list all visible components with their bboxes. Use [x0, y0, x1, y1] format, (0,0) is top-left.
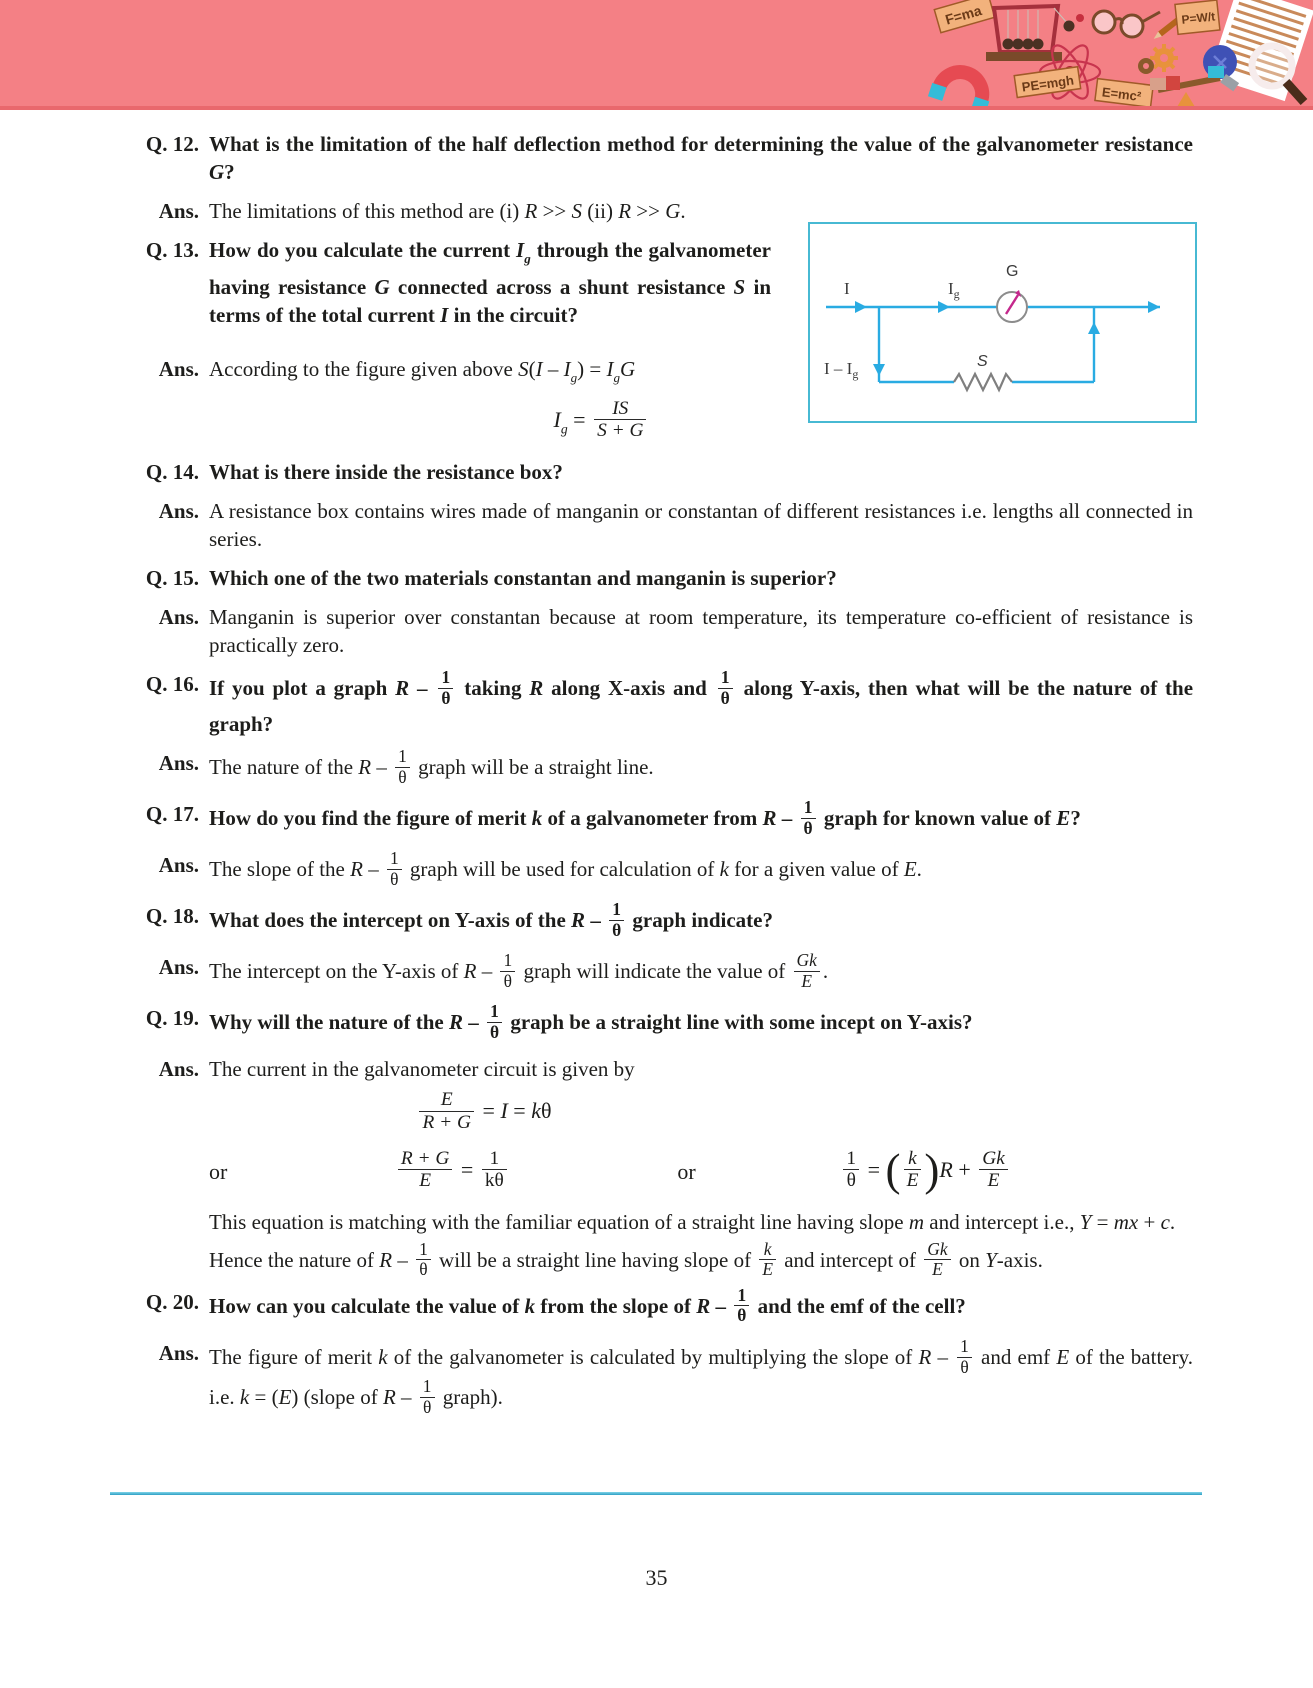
eyeglasses-icon	[1093, 11, 1160, 37]
q15-answer-row	[135, 603, 1193, 659]
answer-intro: According to the figure given above $S(I - I_g) = I_gG$	[209, 356, 636, 385]
answer-label: Ans.	[158, 199, 199, 223]
answer-text: A resistance box contains wires made of manganin or constantan of different resistances i.e. lengths all connected in series.	[209, 499, 1193, 552]
q19-answer-row	[135, 1055, 1193, 1282]
answer-label: Ans.	[158, 605, 199, 630]
q14-answer-row	[135, 497, 1193, 553]
question-text: How can you calculate the value of k from the slope of R – $\frac{1}{\theta}$ and the emf of the cell?	[209, 1284, 966, 1326]
question-text: If you plot a graph R – $\frac{1}{\theta}$ taking R along X-axis and $\frac{1}{\theta}$ along Y-axis, then what will be the nature of the graph?	[209, 667, 1194, 737]
svg-text:P=W/t: P=W/t	[1180, 9, 1216, 27]
footer-divider-line	[110, 1492, 1202, 1495]
q15-question-row	[135, 564, 1193, 592]
conclusion-paragraph: Hence the nature of R – $\frac{1}{\theta}$ will be a straight line having slope of $\frac{k}{E}$ and intercept of $\frac{Gk}{E}$ on Y-axis.	[209, 1238, 1043, 1280]
magnet-icon	[928, 64, 996, 106]
equation-current: $\frac{E}{R + G}$ = I = kθ	[209, 1091, 759, 1135]
formula-tag-emc2	[1095, 79, 1153, 106]
science-doodles	[928, 0, 1313, 106]
q20-answer-row	[135, 1336, 1193, 1419]
label-current-ig: $I_g$	[948, 279, 960, 301]
question-number: Q. 19.	[145, 1006, 199, 1031]
label-current-diff: I – $I_g$	[824, 359, 859, 381]
q20-question-row	[135, 1284, 1193, 1328]
label-shunt-s: S	[977, 353, 988, 370]
answer-label: Ans.	[158, 955, 199, 980]
label-galvanometer-g: G	[1006, 263, 1019, 280]
question-number: Q. 18.	[145, 904, 199, 929]
question-text: How do you find the figure of merit k of a galvanometer from R – $\frac{1}{\theta}$ graph for known value of E?	[209, 797, 1081, 838]
answer-label: Ans.	[158, 1057, 199, 1082]
q16-question-row	[135, 667, 1194, 738]
answer-label: Ans.	[158, 1341, 199, 1365]
q14-question-row	[135, 458, 1193, 486]
q17-answer-row	[135, 848, 1193, 891]
q19-question-row	[135, 1001, 1193, 1044]
page-number: 35	[645, 1565, 668, 1590]
answer-label: Ans.	[158, 751, 199, 776]
circuit-diagram	[810, 224, 1195, 421]
svg-text:PE=mgh: PE=mgh	[1020, 72, 1075, 95]
answer-text: Manganin is superior over constantan because at room temperature, its temperature co-efficient of resistance is practically zero.	[209, 605, 1193, 658]
formula-tag-fma	[934, 0, 994, 33]
label-current-i: I	[844, 279, 850, 298]
question-number: Q. 12.	[145, 132, 199, 156]
question-number: Q. 17.	[145, 802, 199, 827]
question-number: Q. 16.	[145, 672, 199, 697]
svg-text:F=ma: F=ma	[943, 2, 984, 28]
answer-text: The slope of the R – $\frac{1}{\theta}$ graph will be used for calculation of k for a given value of E.	[209, 848, 922, 889]
q12-question-row	[135, 130, 1193, 186]
answer-text: The figure of merit k of the galvanometer is calculated by multiplying the slope of R – $\frac{1}{\theta}$ and emf E of the battery. i.e. k = (E) (slope of R – $\frac{1}{\theta}$ graph).	[209, 1336, 1193, 1417]
question-text: What does the intercept on Y-axis of the R – $\frac{1}{\theta}$ graph indicate?	[209, 899, 773, 940]
question-text: Why will the nature of the R – $\frac{1}{\theta}$ graph be a straight line with some incept on Y-axis?	[209, 1001, 973, 1042]
question-number: Q. 15.	[145, 566, 199, 591]
q18-question-row	[135, 899, 1193, 942]
question-text: What is the limitation of the half deflection method for determining the value of the galvanometer resistance G?	[209, 132, 1193, 184]
question-number: Q. 20.	[145, 1289, 199, 1314]
question-number: Q. 13.	[145, 238, 199, 262]
explanation-paragraph: This equation is matching with the familiar equation of a straight line having slope m and intercept i.e., Y = mx + c.	[209, 1209, 1176, 1234]
answer-text: The nature of the R – $\frac{1}{\theta}$ graph will be a straight line.	[209, 746, 654, 787]
equation-line-form: $\frac{1}{\theta}$ = ( $\frac{k}{E}$ )R + $\frac{Gk}{E}$	[756, 1150, 1096, 1194]
or-word: or	[209, 1158, 228, 1184]
answer-label: Ans.	[158, 499, 199, 524]
equation-row-or	[209, 1144, 1193, 1195]
q17-question-row	[135, 797, 1193, 840]
question-text: How do you calculate the current $I_g$ through the galvanometer having resistance G connected across a shunt resistance S in terms of the total current I in the circuit?	[209, 238, 772, 327]
question-number: Q. 14.	[145, 460, 199, 485]
svg-text:E=mc²: E=mc²	[1101, 84, 1143, 104]
q12-answer-row	[135, 197, 1193, 225]
equation-ig: $I_g$ = $\frac{IS}{S + G}$	[309, 400, 894, 444]
question-text: What is there inside the resistance box?	[209, 460, 563, 485]
equation-reciprocal: $\frac{R + G}{E}$ = $\frac{1}{k\theta}$	[227, 1150, 677, 1194]
page-header-band	[0, 0, 1313, 110]
or-word: or	[677, 1158, 696, 1184]
answer-text	[209, 1055, 1193, 1282]
gear-icon	[1138, 44, 1178, 74]
galvanometer-icon	[997, 290, 1027, 322]
q16-answer-row	[135, 746, 1193, 789]
q18-answer-row	[135, 950, 1193, 993]
balance-scale-icon	[1150, 66, 1224, 106]
answer-label: Ans.	[158, 356, 199, 381]
question-text: Which one of the two materials constantan and manganin is superior?	[209, 566, 837, 591]
shunt-resistor	[954, 374, 1012, 390]
answer-text: The intercept on the Y-axis of R – $\frac{1}{\theta}$ graph will indicate the value of $\frac{Gk}{E}$ .	[209, 950, 829, 991]
formula-tag-pwt	[1175, 0, 1220, 34]
shunt-circuit-figure	[808, 222, 1197, 423]
answer-text: The limitations of this method are (i) R >> S (ii) R >> G.	[209, 199, 686, 223]
answer-intro: The current in the galvanometer circuit is given by	[209, 1057, 635, 1082]
answer-label: Ans.	[158, 853, 199, 878]
